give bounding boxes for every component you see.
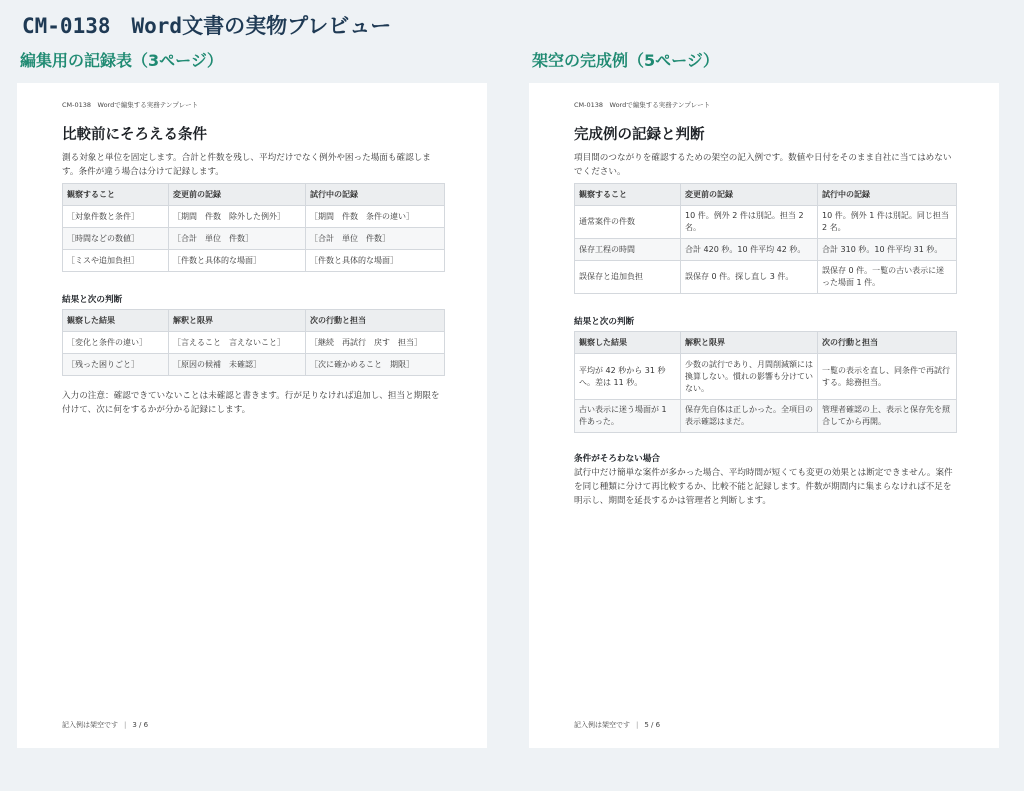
footer-label: 記入例は架空です: [574, 721, 630, 729]
table-cell: ［次に確かめること 期限］: [306, 354, 445, 376]
table-cell: 誤保存 0 件。一覧の古い表示に迷った場面 1 件。: [818, 261, 957, 294]
document-page-5: [529, 83, 999, 748]
result-table: [62, 309, 445, 376]
table-cell: ［原因の候補 未確認］: [169, 354, 306, 376]
table-row: [63, 228, 445, 250]
page-title: CM-0138 Word文書の実物プレビュー: [22, 14, 392, 38]
table-cell: 誤保存 0 件。探し直し 3 件。: [681, 261, 818, 294]
section-heading: 条件がそろわない場合: [574, 454, 660, 464]
table-cell: ［件数と具体的な場面］: [169, 250, 306, 272]
table-header-cell: 解釈と限界: [681, 332, 818, 354]
table-header-cell: 次の行動と担当: [306, 310, 445, 332]
page-number: 5 / 6: [644, 721, 661, 729]
table-cell: ［残った困りごと］: [63, 354, 169, 376]
result-table: [574, 331, 957, 433]
page-footer: 記入例は架空です | 3 / 6: [62, 721, 149, 729]
table-header-cell: 変更前の記録: [169, 184, 306, 206]
table-cell: 一覧の表示を直し、同条件で再試行する。総務担当。: [818, 354, 957, 400]
table-header-row: [63, 184, 445, 206]
footer-label: 記入例は架空です: [62, 721, 118, 729]
table-row: [63, 206, 445, 228]
table-row: [63, 354, 445, 376]
document-page-3: [17, 83, 487, 748]
page-footer: 記入例は架空です | 5 / 6: [574, 721, 661, 729]
doc-header: CM-0138 Wordで編集する実務テンプレート: [574, 101, 711, 109]
table-cell: ［合計 単位 件数］: [169, 228, 306, 250]
table-cell: 合計 310 秒。10 件平均 31 秒。: [818, 239, 957, 261]
table-cell: 誤保存と追加負担: [575, 261, 681, 294]
table-row: [575, 261, 957, 294]
table-header-cell: 観察した結果: [575, 332, 681, 354]
table-header-cell: 試行中の記録: [306, 184, 445, 206]
table-header-cell: 解釈と限界: [169, 310, 306, 332]
left-column-heading: 編集用の記録表（3ページ）: [20, 51, 223, 70]
comparison-table: [574, 183, 957, 294]
table-cell: 平均が 42 秒から 31 秒へ。差は 11 秒。: [575, 354, 681, 400]
table-cell: 合計 420 秒。10 件平均 42 秒。: [681, 239, 818, 261]
section-heading: 結果と次の判断: [574, 317, 635, 327]
comparison-table: [62, 183, 445, 272]
table-cell: ［変化と条件の違い］: [63, 332, 169, 354]
table-cell: ［言えること 言えないこと］: [169, 332, 306, 354]
right-column-heading: 架空の完成例（5ページ）: [532, 51, 719, 70]
closing-paragraph: 試行中だけ簡単な案件が多かった場合、平均時間が短くても変更の効果とは断定できません。案件を同じ種類に分けて再比較するか、比較不能と記録します。件数が期間内に集まらなければ不足を明示し、期間を延長するかは管理者と判断します。: [574, 468, 953, 506]
table-cell: 通常案件の件数: [575, 206, 681, 239]
table-header-cell: 観察すること: [575, 184, 681, 206]
table-header-row: [575, 184, 957, 206]
table-cell: ［継続 再試行 戻す 担当］: [306, 332, 445, 354]
table-cell: ［件数と具体的な場面］: [306, 250, 445, 272]
table-cell: 管理者確認の上、表示と保存先を照合してから再開。: [818, 400, 957, 433]
table-cell: ［期間 件数 条件の違い］: [306, 206, 445, 228]
table-cell: ［ミスや追加負担］: [63, 250, 169, 272]
table-row: [575, 206, 957, 239]
table-cell: ［時間などの数値］: [63, 228, 169, 250]
section-heading: 結果と次の判断: [62, 295, 123, 305]
table-row: [63, 332, 445, 354]
table-cell: 保存先自体は正しかった。全項目の表示確認はまだ。: [681, 400, 818, 433]
table-cell: ［対象件数と条件］: [63, 206, 169, 228]
table-header-cell: 試行中の記録: [818, 184, 957, 206]
table-header-cell: 次の行動と担当: [818, 332, 957, 354]
doc-title: 比較前にそろえる条件: [62, 127, 207, 143]
table-row: [575, 354, 957, 400]
table-cell: 古い表示に迷う場面が 1 件あった。: [575, 400, 681, 433]
input-note: 入力の注意：確認できていないことは未確認と書きます。行が足りなければ追加し、担当と期限を付けて、次に何をするかが分かる記録にします。: [62, 391, 440, 415]
page-number: 3 / 6: [132, 721, 149, 729]
table-cell: 10 件。例外 2 件は別記。担当 2 名。: [681, 206, 818, 239]
table-header-cell: 観察すること: [63, 184, 169, 206]
table-cell: ［合計 単位 件数］: [306, 228, 445, 250]
table-header-row: [63, 310, 445, 332]
table-header-cell: 変更前の記録: [681, 184, 818, 206]
table-row: [575, 239, 957, 261]
table-header-row: [575, 332, 957, 354]
table-cell: 少数の試行であり、月間削減額には換算しない。慣れの影響も分けていない。: [681, 354, 818, 400]
intro-paragraph: 項目間のつながりを確認するための架空の記入例です。数値や日付をそのまま自社に当てはめないでください。: [574, 153, 952, 177]
table-header-cell: 観察した結果: [63, 310, 169, 332]
table-cell: 保存工程の時間: [575, 239, 681, 261]
table-cell: ［期間 件数 除外した例外］: [169, 206, 306, 228]
intro-paragraph: 測る対象と単位を固定します。合計と件数を残し、平均だけでなく例外や困った場面も確認します。条件が違う場合は分けて記録します。: [62, 153, 431, 177]
table-row: [575, 400, 957, 433]
table-row: [63, 250, 445, 272]
table-cell: 10 件。例外 1 件は別記。同じ担当 2 名。: [818, 206, 957, 239]
doc-title: 完成例の記録と判断: [574, 127, 705, 143]
doc-header: CM-0138 Wordで編集する実務テンプレート: [62, 101, 199, 109]
